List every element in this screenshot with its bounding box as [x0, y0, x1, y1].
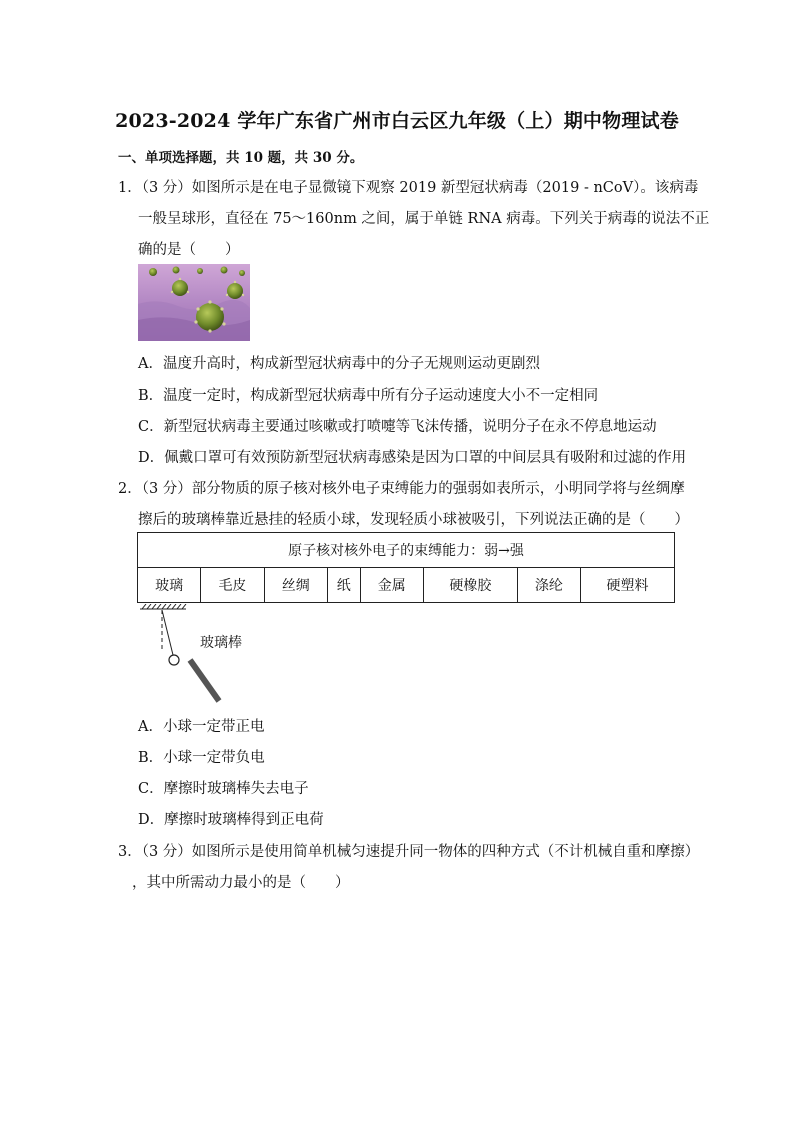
material-cell: 硬塑料	[581, 568, 675, 603]
material-cell: 涤纶	[517, 568, 580, 603]
q1-option-c[interactable]: C．新型冠状病毒主要通过咳嗽或打喷嚏等飞沫传播，说明分子在永不停息地运动	[138, 419, 657, 435]
material-cell: 玻璃	[138, 568, 201, 603]
q1-option-a[interactable]: A．温度升高时，构成新型冠状病毒中的分子无规则运动更剧烈	[138, 356, 540, 372]
q1-option-d[interactable]: D．佩戴口罩可有效预防新型冠状病毒感染是因为口罩的中间层具有吸附和过滤的作用	[138, 450, 687, 466]
ceiling-hatch	[140, 604, 186, 609]
q2-option-c[interactable]: C．摩擦时玻璃棒失去电子	[138, 781, 309, 797]
q3-stem-line2: ，其中所需动力最小的是（ ）	[132, 875, 350, 891]
q2-stem-line1: 2．（3 分）部分物质的原子核对核外电子束缚能力的强弱如表所示，小明同学将与丝绸摩	[118, 481, 685, 497]
virus-micrograph-image	[138, 264, 250, 341]
table-row	[138, 568, 675, 603]
table-header: 原子核对核外电子的束缚能力：弱→强	[138, 533, 675, 568]
q2-stem-line2: 擦后的玻璃棒靠近悬挂的轻质小球，发现轻质小球被吸引，下列说法正确的是（ ）	[138, 512, 689, 528]
material-cell: 毛皮	[201, 568, 264, 603]
exam-title: 2023-2024 学年广东省广州市白云区九年级（上）期中物理试卷	[115, 110, 679, 132]
q1-stem-line1: 1．（3 分）如图所示是在电子显微镜下观察 2019 新型冠状病毒（2019 - nCoV）。该病毒	[118, 180, 699, 196]
q2-option-d[interactable]: D．摩擦时玻璃棒得到正电荷	[138, 812, 324, 828]
q1-stem-line3: 确的是（ ）	[138, 242, 240, 258]
q3-stem-line1: 3．（3 分）如图所示是使用简单机械匀速提升同一物体的四种方式（不计机械自重和摩擦）	[118, 844, 700, 860]
q2-option-a[interactable]: A．小球一定带正电	[138, 719, 265, 735]
glass-rod	[190, 660, 219, 701]
material-cell: 丝绸	[264, 568, 327, 603]
light-ball	[169, 655, 179, 665]
material-cell: 纸	[327, 568, 360, 603]
material-cell: 硬橡胶	[423, 568, 517, 603]
material-cell: 金属	[360, 568, 423, 603]
q2-option-b[interactable]: B．小球一定带负电	[138, 750, 265, 766]
binding-ability-table	[137, 532, 675, 603]
q1-option-b[interactable]: B．温度一定时，构成新型冠状病毒中所有分子运动速度大小不一定相同	[138, 388, 599, 404]
glass-rod-label: 玻璃棒	[200, 635, 242, 651]
q1-stem-line2: 一般呈球形，直径在 75～160nm 之间，属于单链 RNA 病毒。下列关于病毒的说法不正	[138, 211, 710, 227]
section-heading: 一、单项选择题，共 10 题，共 30 分。	[118, 150, 364, 166]
pendulum-rod-figure	[138, 604, 258, 709]
suspension-thread	[162, 610, 173, 655]
